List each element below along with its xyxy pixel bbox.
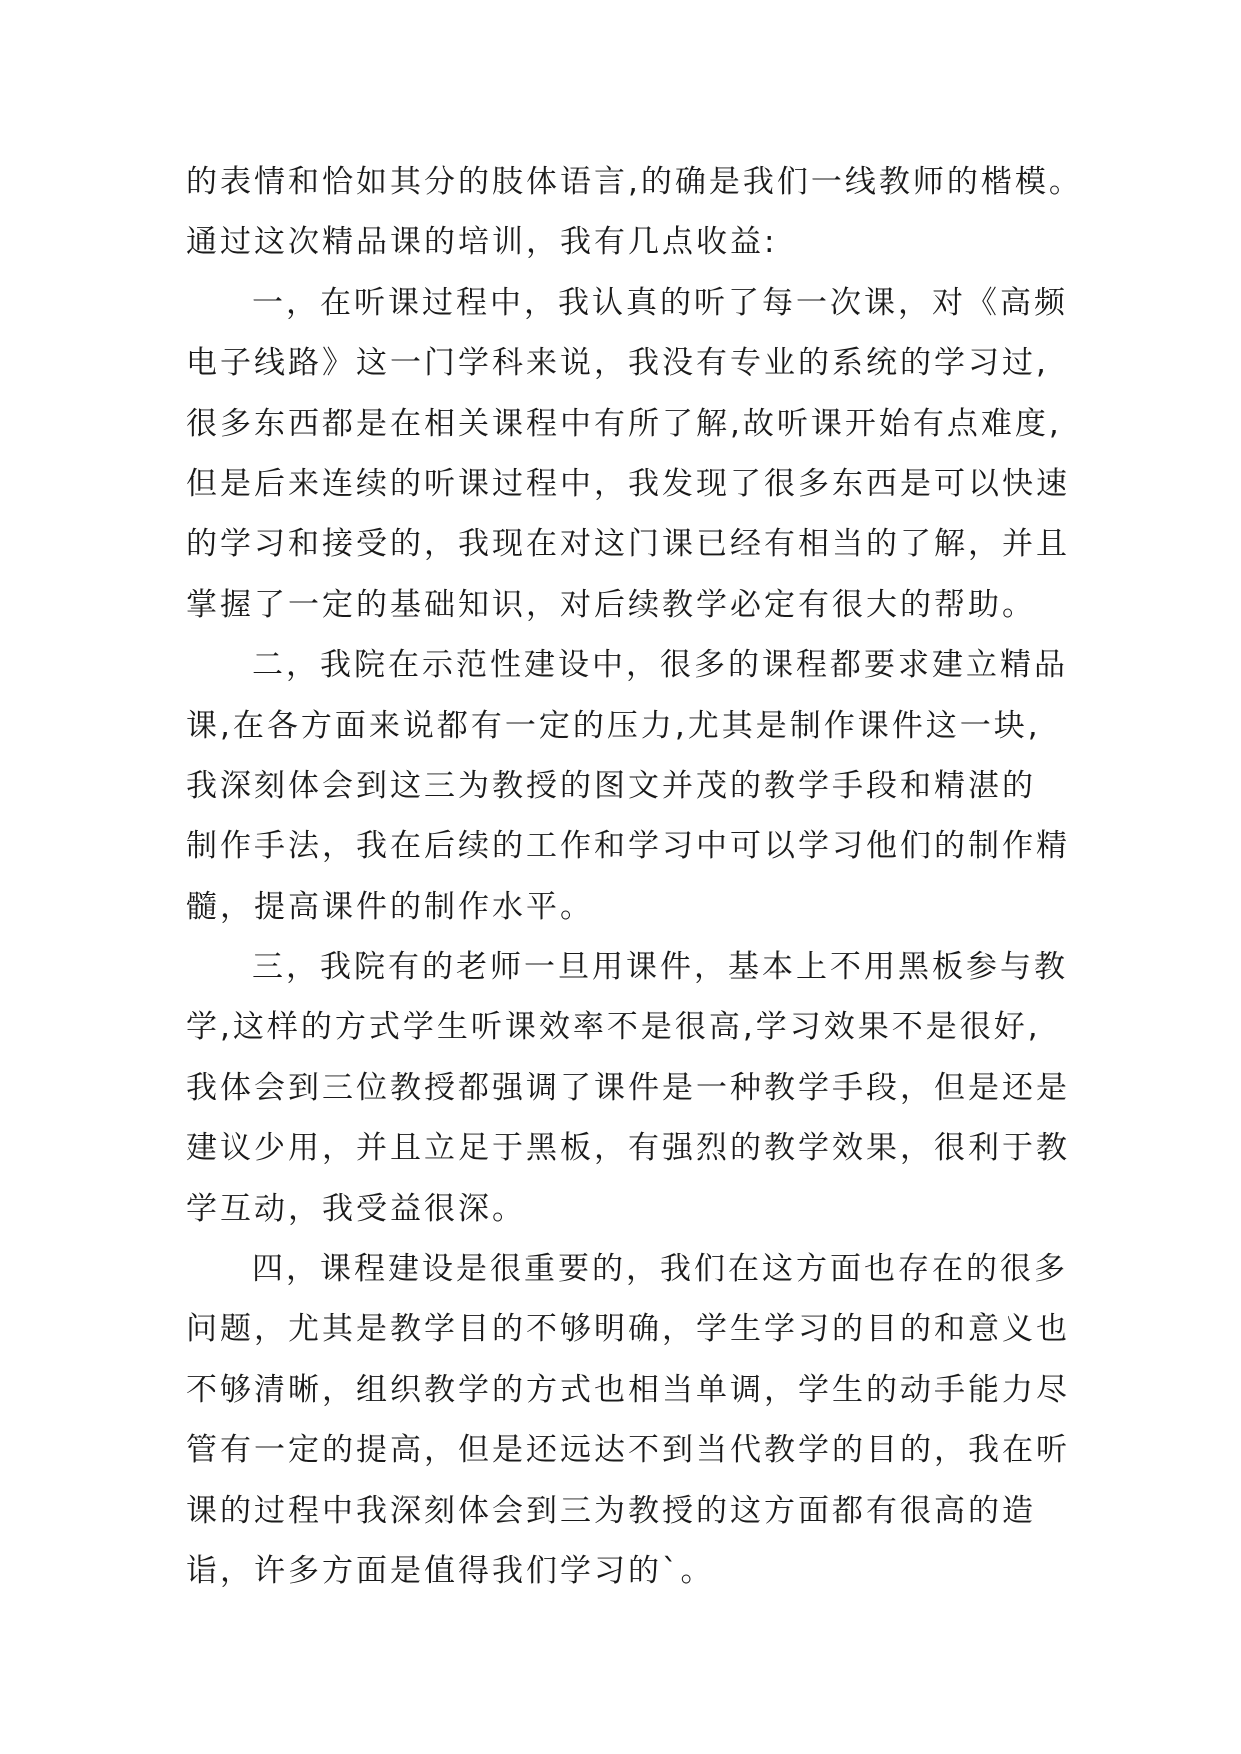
text-line: 管有一定的提高，但是还远达不到当代教学的目的，我在听	[186, 1432, 1070, 1469]
text-line: 很多东西都是在相关课程中有所了解,故听课开始有点难度,	[186, 405, 1062, 442]
document-body	[186, 152, 1086, 1601]
text-line: 诣，许多方面是值得我们学习的`。	[186, 1552, 715, 1589]
text-line: 掌握了一定的基础知识，对后续教学必定有很大的帮助。	[186, 586, 1036, 623]
text-line: 不够清晰，组织教学的方式也相当单调，学生的动手能力尽	[186, 1371, 1070, 1408]
text-line: 四，课程建设是很重要的，我们在这方面也存在的很多	[252, 1251, 1068, 1288]
text-line: 但是后来连续的听课过程中，我发现了很多东西是可以快速	[186, 465, 1070, 502]
text-line: 一，在听课过程中，我认真的听了每一次课，对《高频	[252, 284, 1068, 321]
text-line: 的学习和接受的，我现在对这门课已经有相当的了解，并且	[186, 526, 1070, 563]
text-line: 问题，尤其是教学目的不够明确，学生学习的目的和意义也	[186, 1311, 1070, 1348]
text-line: 课的过程中我深刻体会到三为教授的这方面都有很高的造	[186, 1492, 1036, 1529]
text-line: 电子线路》这一门学科来说，我没有专业的系统的学习过,	[186, 345, 1049, 382]
text-line: 学,这样的方式学生听课效率不是很高,学习效果不是很好,	[186, 1009, 1041, 1046]
text-line: 学互动，我受益很深。	[186, 1190, 526, 1227]
text-line: 的表情和恰如其分的肢体语言,的确是我们一线教师的楷模。	[186, 164, 1083, 200]
text-line: 通过这次精品课的培训，我有几点收益:	[186, 224, 778, 261]
text-line: 我体会到三位教授都强调了课件是一种教学手段，但是还是	[186, 1069, 1070, 1106]
text-line: 二，我院在示范性建设中，很多的课程都要求建立精品	[252, 647, 1068, 684]
text-line: 髓，提高课件的制作水平。	[186, 888, 594, 925]
text-line: 三，我院有的老师一旦用课件，基本上不用黑板参与教	[252, 949, 1068, 986]
text-line: 我深刻体会到这三为教授的图文并茂的教学手段和精湛的	[186, 767, 1036, 804]
text-line: 建议少用，并且立足于黑板，有强烈的教学效果，很利于教	[186, 1130, 1070, 1167]
text-line: 课,在各方面来说都有一定的压力,尤其是制作课件这一块,	[186, 707, 1041, 744]
text-line: 制作手法，我在后续的工作和学习中可以学习他们的制作精	[186, 828, 1070, 865]
